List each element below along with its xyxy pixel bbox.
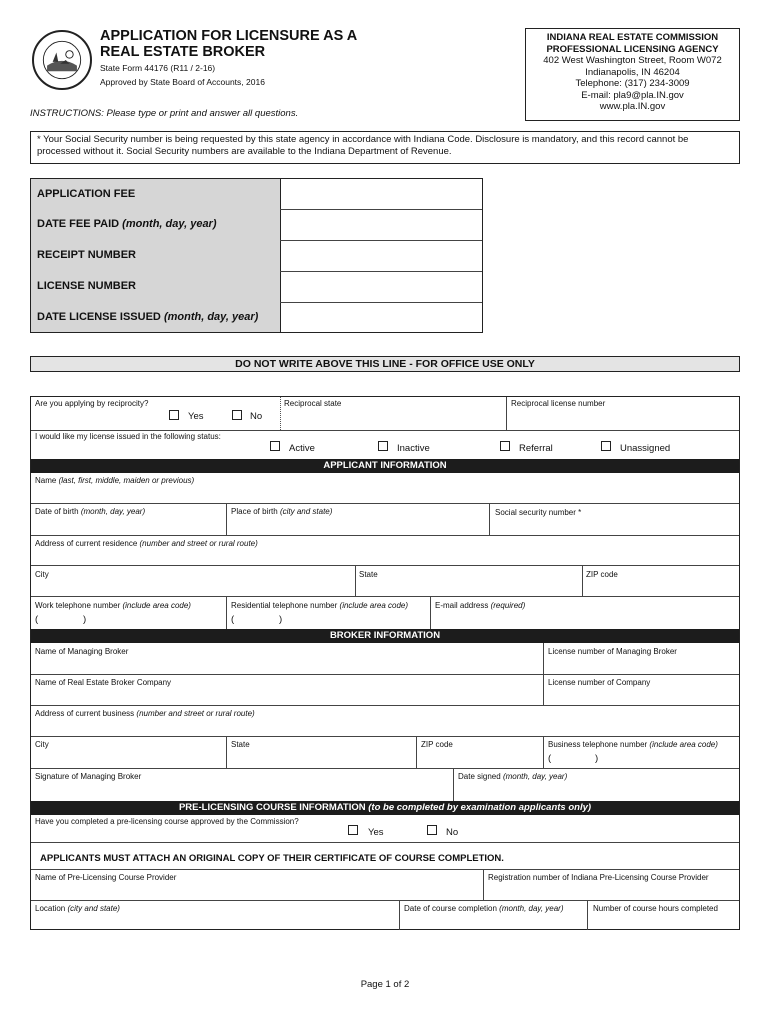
reciprocity-no-checkbox[interactable] bbox=[232, 410, 242, 420]
business-phone-paren-close: ) bbox=[595, 753, 599, 764]
instructions: INSTRUCTIONS: Please type or print and answer all questions. bbox=[30, 108, 299, 119]
row-divider bbox=[31, 705, 739, 706]
license-number-label: LICENSE NUMBER bbox=[37, 280, 137, 292]
completion-date-text: Date of course completion bbox=[404, 904, 497, 913]
reciprocal-license-label: Reciprocal license number bbox=[511, 399, 606, 408]
agency-box bbox=[525, 28, 740, 121]
managing-broker-field[interactable] bbox=[33, 658, 541, 673]
company-label: Name of Real Estate Broker Company bbox=[35, 678, 172, 687]
agency-email: E-mail: pla9@pla.IN.gov bbox=[581, 89, 684, 101]
course-yes-checkbox[interactable] bbox=[348, 825, 358, 835]
work-phone-field[interactable] bbox=[43, 612, 223, 628]
business-city-field[interactable] bbox=[33, 751, 223, 767]
divider bbox=[489, 503, 490, 535]
divider bbox=[453, 768, 454, 801]
reciprocity-question: Are you applying by reciprocity? bbox=[35, 399, 149, 408]
dob-label bbox=[35, 507, 145, 516]
city-label: City bbox=[35, 570, 49, 579]
reciprocal-state-label: Reciprocal state bbox=[284, 399, 342, 408]
course-hours-field[interactable] bbox=[590, 915, 737, 929]
divider bbox=[587, 900, 588, 930]
divider bbox=[226, 736, 227, 768]
course-question: Have you completed a pre-licensing course approved by the Commission? bbox=[35, 817, 299, 826]
zip-field[interactable] bbox=[584, 580, 737, 595]
approval-note: Approved by State Board of Accounts, 2016 bbox=[100, 77, 265, 87]
title-line-2: REAL ESTATE BROKER bbox=[100, 44, 266, 60]
email-label bbox=[435, 601, 525, 610]
date-fee-paid-hint: (month, day, year) bbox=[122, 218, 217, 230]
residence-address-text: Address of current residence bbox=[35, 539, 138, 548]
form-title bbox=[100, 28, 380, 60]
ssn-label: Social security number * bbox=[495, 508, 582, 517]
receipt-number-label: RECEIPT NUMBER bbox=[37, 249, 137, 261]
application-fee-field[interactable] bbox=[281, 179, 483, 209]
status-inactive-label: Inactive bbox=[397, 443, 430, 454]
divider bbox=[355, 565, 356, 596]
divider bbox=[582, 565, 583, 596]
status-unassigned-checkbox[interactable] bbox=[601, 441, 611, 451]
row-divider bbox=[31, 503, 739, 504]
reciprocal-state-field[interactable] bbox=[281, 409, 505, 429]
reciprocity-no-label: No bbox=[250, 411, 263, 422]
business-state-field[interactable] bbox=[229, 751, 413, 767]
form-number: State Form 44176 (R11 / 2-16) bbox=[100, 63, 216, 73]
course-hours-label: Number of course hours completed bbox=[593, 904, 718, 913]
receipt-number-field[interactable] bbox=[281, 241, 483, 271]
location-label bbox=[35, 904, 120, 913]
state-seal-graphic bbox=[34, 32, 90, 88]
state-label: State bbox=[359, 570, 378, 579]
page-number: Page 1 of 2 bbox=[360, 979, 410, 990]
location-text: Location bbox=[35, 904, 66, 913]
ssn-notice: * Your Social Security number is being requested by this state agency in accordance with Indiana Code. Disclosure is mandatory, and this record cannot be processed without it. Social Security numbers are available to the Indiana Department of Revenue. bbox=[30, 131, 740, 164]
provider-field[interactable] bbox=[33, 884, 481, 899]
divider bbox=[543, 736, 544, 768]
business-address-hint: (number and street or rural route) bbox=[136, 709, 255, 718]
completion-date-field[interactable] bbox=[402, 915, 585, 929]
dob-label-text: Date of birth bbox=[35, 507, 79, 516]
title-line-1: APPLICATION FOR LICENSURE AS A bbox=[100, 28, 358, 44]
date-fee-paid-label bbox=[31, 209, 280, 240]
managing-broker-license-label: License number of Managing Broker bbox=[548, 647, 677, 656]
divider bbox=[399, 900, 400, 930]
row-divider bbox=[31, 869, 739, 870]
registration-field[interactable] bbox=[486, 884, 737, 899]
divider bbox=[226, 503, 227, 535]
name-hint: (last, first, middle, maiden or previous) bbox=[58, 476, 195, 485]
divider bbox=[416, 736, 417, 768]
date-license-issued-hint: (month, day, year) bbox=[163, 311, 259, 323]
date-signed-hint: (month, day, year) bbox=[502, 772, 568, 781]
business-zip-label: ZIP code bbox=[421, 740, 453, 749]
divider bbox=[483, 869, 484, 900]
name-label bbox=[35, 476, 194, 485]
date-signed-label bbox=[458, 772, 567, 781]
business-address-label bbox=[35, 709, 255, 718]
company-license-field[interactable] bbox=[546, 689, 737, 704]
email-text: E-mail address bbox=[435, 601, 489, 610]
signature-label: Signature of Managing Broker bbox=[35, 772, 142, 781]
res-phone-paren-open: ( bbox=[231, 614, 235, 625]
work-phone-label bbox=[35, 601, 191, 610]
pob-label-text: Place of birth bbox=[231, 507, 278, 516]
agency-address-1: 402 West Washington Street, Room W072 bbox=[543, 55, 722, 66]
pob-hint: (city and state) bbox=[279, 507, 333, 516]
location-hint: (city and state) bbox=[67, 904, 120, 913]
dob-hint: (month, day, year) bbox=[80, 507, 146, 516]
state-seal bbox=[32, 30, 92, 90]
business-phone-paren-open: ( bbox=[548, 753, 552, 764]
course-yes-label: Yes bbox=[368, 827, 384, 838]
state-field[interactable] bbox=[357, 580, 580, 595]
status-referral-label: Referral bbox=[519, 443, 553, 454]
signature-field[interactable] bbox=[33, 783, 451, 800]
date-fee-paid-field[interactable] bbox=[281, 210, 483, 240]
reciprocity-yes-checkbox[interactable] bbox=[169, 410, 179, 420]
business-phone-label bbox=[548, 740, 718, 749]
row-divider bbox=[31, 736, 739, 737]
row-divider bbox=[31, 842, 739, 843]
residence-address-hint: (number and street or rural route) bbox=[139, 539, 258, 548]
residence-address-label bbox=[35, 539, 258, 548]
row-divider bbox=[31, 674, 739, 675]
status-active-label: Active bbox=[289, 443, 315, 454]
reciprocity-yes-label: Yes bbox=[188, 411, 204, 422]
managing-broker-label: Name of Managing Broker bbox=[35, 647, 129, 656]
row-divider bbox=[31, 535, 739, 536]
ssn-field[interactable] bbox=[493, 518, 737, 534]
date-signed-text: Date signed bbox=[458, 772, 501, 781]
agency-name-1: INDIANA REAL ESTATE COMMISSION bbox=[546, 32, 719, 43]
res-phone-field[interactable] bbox=[239, 612, 427, 628]
business-city-label: City bbox=[35, 740, 49, 749]
zip-label: ZIP code bbox=[586, 570, 618, 579]
agency-phone: Telephone: (317) 234-3009 bbox=[575, 78, 690, 89]
company-field[interactable] bbox=[33, 689, 541, 704]
certificate-attach-notice: APPLICANTS MUST ATTACH AN ORIGINAL COPY OF THEIR CERTIFICATE OF COURSE COMPLETION. bbox=[40, 853, 504, 864]
name-field[interactable] bbox=[33, 487, 737, 502]
status-unassigned-label: Unassigned bbox=[620, 443, 671, 454]
completion-date-label bbox=[404, 904, 564, 913]
course-section-header bbox=[31, 801, 739, 815]
status-inactive-checkbox[interactable] bbox=[378, 441, 388, 451]
divider bbox=[226, 596, 227, 629]
agency-address-2: Indianapolis, IN 46204 bbox=[585, 66, 680, 78]
row-divider bbox=[31, 596, 739, 597]
status-referral-checkbox[interactable] bbox=[500, 441, 510, 451]
work-phone-text: Work telephone number bbox=[35, 601, 121, 610]
applicant-section-header: APPLICANT INFORMATION bbox=[31, 459, 739, 473]
res-phone-hint: (include area code) bbox=[339, 601, 409, 610]
broker-section-header: BROKER INFORMATION bbox=[31, 629, 739, 643]
course-heading-hint: (to be completed by examination applicants only) bbox=[368, 802, 592, 813]
divider bbox=[430, 596, 431, 629]
registration-label: Registration number of Indiana Pre-Licensing Course Provider bbox=[488, 873, 709, 882]
location-field[interactable] bbox=[33, 915, 397, 929]
business-phone-field[interactable] bbox=[555, 751, 737, 767]
fee-labels bbox=[31, 179, 281, 332]
work-phone-paren-close: ) bbox=[83, 614, 87, 625]
status-question: I would like my license issued in the following status: bbox=[35, 432, 221, 441]
row-divider bbox=[31, 768, 739, 769]
work-phone-hint: (include area code) bbox=[122, 601, 191, 610]
row-divider bbox=[31, 900, 739, 901]
email-hint: (required) bbox=[490, 601, 526, 610]
status-active-checkbox[interactable] bbox=[270, 441, 280, 451]
application-fee-label: APPLICATION FEE bbox=[37, 188, 136, 200]
course-heading-text: PRE-LICENSING COURSE INFORMATION bbox=[178, 802, 366, 813]
pob-field[interactable] bbox=[229, 518, 487, 534]
res-phone-label bbox=[231, 601, 408, 610]
res-phone-text: Residential telephone number bbox=[231, 601, 338, 610]
office-fee-box bbox=[30, 178, 483, 333]
date-fee-paid-text: DATE FEE PAID bbox=[37, 218, 120, 230]
course-no-label: No bbox=[446, 827, 459, 838]
row-divider bbox=[31, 565, 739, 566]
name-label-text: Name bbox=[35, 476, 57, 485]
res-phone-paren-close: ) bbox=[279, 614, 283, 625]
agency-website: www.pla.IN.gov bbox=[599, 101, 666, 112]
completion-date-hint: (month, day, year) bbox=[499, 904, 564, 913]
course-no-checkbox[interactable] bbox=[427, 825, 437, 835]
business-address-text: Address of current business bbox=[35, 709, 135, 718]
agency-name-2: PROFESSIONAL LICENSING AGENCY bbox=[546, 43, 719, 55]
city-field[interactable] bbox=[33, 580, 353, 595]
business-phone-text: Business telephone number bbox=[548, 740, 648, 749]
dob-field[interactable] bbox=[33, 518, 223, 534]
provider-label: Name of Pre-Licensing Course Provider bbox=[35, 873, 177, 882]
row-divider bbox=[31, 430, 739, 431]
date-signed-field[interactable] bbox=[456, 783, 737, 800]
business-phone-hint: (include area code) bbox=[649, 740, 718, 749]
email-field[interactable] bbox=[433, 612, 737, 628]
managing-broker-license-field[interactable] bbox=[546, 658, 737, 673]
company-license-label: License number of Company bbox=[548, 678, 651, 687]
business-state-label: State bbox=[231, 740, 250, 749]
business-address-field[interactable] bbox=[33, 720, 737, 735]
reciprocal-license-field[interactable] bbox=[507, 409, 739, 429]
date-license-issued-text: DATE LICENSE ISSUED bbox=[37, 311, 161, 323]
license-number-field[interactable] bbox=[281, 272, 483, 302]
date-license-issued-label bbox=[31, 302, 280, 333]
business-zip-field[interactable] bbox=[419, 751, 541, 767]
residence-address-field[interactable] bbox=[33, 549, 737, 564]
work-phone-paren-open: ( bbox=[35, 614, 39, 625]
application-form bbox=[30, 396, 740, 930]
pob-label bbox=[231, 507, 332, 516]
office-use-line: DO NOT WRITE ABOVE THIS LINE - FOR OFFICE USE ONLY bbox=[30, 356, 740, 372]
date-license-issued-field[interactable] bbox=[281, 303, 483, 332]
